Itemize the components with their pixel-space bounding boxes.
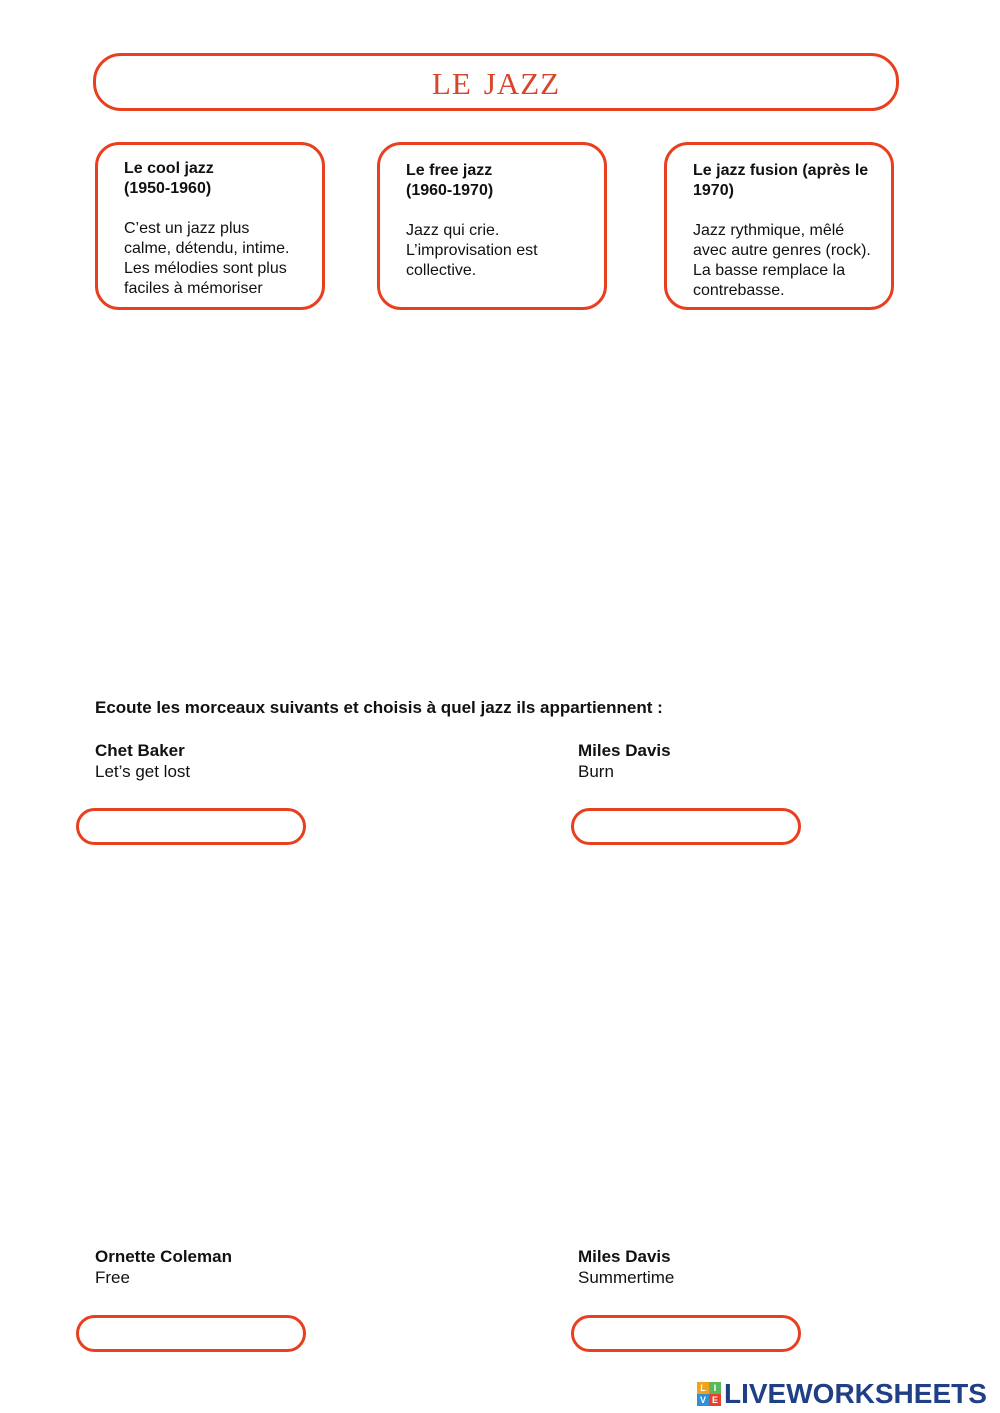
answer-field-4[interactable] [571, 1315, 801, 1352]
card-heading-line: (1960-1970) [406, 182, 494, 199]
card-body [406, 221, 590, 281]
track-item [578, 740, 671, 782]
track-song: Burn [578, 762, 614, 781]
card-body-line: Jazz rythmique, mêlé [693, 222, 845, 239]
answer-field-2[interactable] [571, 808, 801, 845]
brand-name: LIVEWORKSHEETS [724, 1378, 987, 1409]
track-song: Summertime [578, 1268, 675, 1287]
track-song: Free [95, 1268, 130, 1287]
card-free-jazz [377, 142, 607, 310]
liveworksheets-brand [697, 1378, 987, 1410]
logo-letter: L [697, 1382, 709, 1394]
answer-field-3[interactable] [76, 1315, 306, 1352]
answer-field-1[interactable] [76, 808, 306, 845]
card-body-line: calme, détendu, intime. [124, 240, 290, 257]
card-heading [124, 159, 308, 199]
exercise-instruction: Ecoute les morceaux suivants et choisis à quel jazz ils appartiennent : [95, 698, 663, 717]
track-artist: Miles Davis [578, 741, 671, 760]
card-body-line: faciles à mémoriser [124, 280, 263, 297]
card-heading [693, 161, 881, 201]
card-body-line: C’est un jazz plus [124, 220, 250, 237]
track-artist: Chet Baker [95, 741, 185, 760]
card-body-line: Les mélodies sont plus [124, 260, 287, 277]
logo-letter: I [709, 1382, 721, 1394]
card-body-line: collective. [406, 262, 477, 279]
card-body [124, 219, 308, 299]
track-item [95, 1246, 232, 1288]
track-item [578, 1246, 674, 1288]
card-heading-line: Le free jazz [406, 162, 493, 179]
card-jazz-fusion [664, 142, 894, 310]
track-artist: Ornette Coleman [95, 1247, 232, 1266]
card-body-line: avec autre genres (rock). [693, 242, 871, 259]
card-heading-line: Le jazz fusion (après le [693, 162, 869, 179]
card-body-line: Jazz qui crie. [406, 222, 500, 239]
card-heading [406, 161, 590, 201]
track-song: Let’s get lost [95, 762, 191, 781]
card-body-line: La basse remplace la [693, 262, 846, 279]
card-heading-line: 1970) [693, 182, 734, 199]
card-body [693, 221, 881, 301]
card-body-line: L’improvisation est [406, 242, 538, 259]
track-artist: Miles Davis [578, 1247, 671, 1266]
logo-letter: E [709, 1394, 721, 1406]
logo-letter: V [697, 1394, 709, 1406]
title-banner [93, 53, 899, 111]
card-heading-line: (1950-1960) [124, 180, 212, 197]
track-item [95, 740, 190, 782]
page-title: le jazz [431, 55, 561, 104]
card-body-line: contrebasse. [693, 282, 785, 299]
card-cool-jazz [95, 142, 325, 310]
card-heading-line: Le cool jazz [124, 160, 214, 177]
liveworksheets-logo-icon [697, 1382, 721, 1406]
